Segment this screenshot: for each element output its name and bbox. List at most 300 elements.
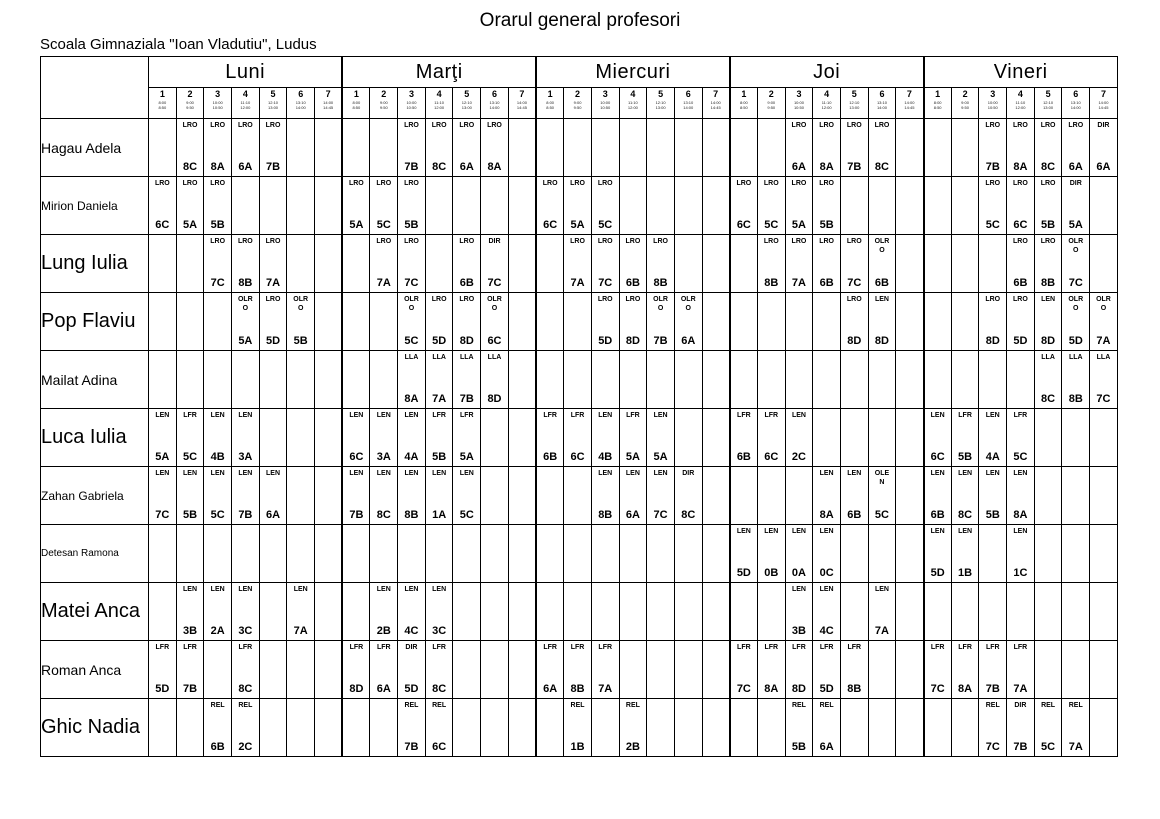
subject-code: OLR O (237, 296, 253, 312)
subject-code: LFR (764, 644, 779, 651)
schedule-cell (1034, 409, 1062, 467)
schedule-cell (896, 351, 924, 409)
schedule-cell (204, 235, 232, 293)
schedule-cell (453, 699, 481, 757)
subject-code: LRO (376, 238, 392, 245)
period-time: 12:10 13:00 (655, 100, 666, 110)
period-time: 14:00 14:45 (904, 100, 915, 110)
schedule-cell (979, 235, 1007, 293)
schedule-cell (730, 351, 758, 409)
subject-code: LEN (625, 470, 640, 477)
period-time: 14:00 14:45 (323, 100, 334, 110)
schedule-cell (287, 293, 315, 351)
class-code: 5D (432, 335, 447, 347)
schedule-cell (259, 467, 287, 525)
schedule-cell (342, 351, 370, 409)
subject-code: LRO (210, 180, 226, 187)
schedule-cell (757, 583, 785, 641)
schedule-cell (232, 525, 260, 583)
schedule-cell (315, 351, 343, 409)
period-number: 2 (768, 89, 774, 99)
schedule-cell (425, 351, 453, 409)
subject-code: LEN (349, 412, 364, 419)
subject-code: LRO (570, 180, 585, 187)
schedule-cell (868, 699, 896, 757)
class-code: 7C (653, 509, 668, 521)
schedule-cell (176, 467, 204, 525)
period-time: 13:10 14:00 (683, 100, 694, 110)
period-header (315, 88, 343, 119)
class-code: 1B (570, 741, 585, 753)
schedule-cell (342, 583, 370, 641)
schedule-cell (536, 583, 564, 641)
period-number: 7 (713, 89, 719, 99)
schedule-cell (868, 351, 896, 409)
schedule-cell (619, 699, 647, 757)
class-code: 7B (459, 393, 474, 405)
schedule-cell (924, 235, 952, 293)
subject-code: LRO (431, 122, 447, 129)
schedule-cell (1062, 467, 1090, 525)
subject-code: LRO (846, 296, 862, 303)
subject-code: LRO (736, 180, 752, 187)
schedule-cell (1062, 177, 1090, 235)
class-code: 7A (1096, 335, 1111, 347)
subject-code: LEN (819, 586, 834, 593)
period-time: 11:10 12:00 (434, 100, 445, 110)
schedule-cell (979, 583, 1007, 641)
schedule-cell (508, 177, 536, 235)
schedule-cell (979, 119, 1007, 177)
class-code: 6B (930, 509, 945, 521)
schedule-cell (176, 235, 204, 293)
class-code: 7A (598, 683, 613, 695)
schedule-cell (896, 177, 924, 235)
period-time: 14:00 14:45 (710, 100, 721, 110)
class-code: 5C (182, 451, 198, 463)
class-code: 3B (791, 625, 806, 637)
schedule-cell (924, 525, 952, 583)
schedule-cell (702, 699, 730, 757)
subject-code: LRO (597, 238, 613, 245)
schedule-cell (315, 235, 343, 293)
schedule-cell (370, 409, 398, 467)
class-code: 8D (874, 335, 889, 347)
class-code: 5B (819, 219, 834, 231)
schedule-cell (1034, 467, 1062, 525)
class-code: 7A (1013, 683, 1028, 695)
class-code: 2B (625, 741, 640, 753)
period-number: 5 (851, 89, 857, 99)
teacher-row (41, 583, 1118, 641)
class-code: 6A (459, 161, 474, 173)
schedule-cell (1034, 235, 1062, 293)
class-code: 8C (432, 683, 447, 695)
period-header (757, 88, 785, 119)
class-code: 7C (210, 277, 225, 289)
class-code: 6A (625, 509, 640, 521)
period-time: 11:10 12:00 (627, 100, 638, 110)
schedule-cell (398, 641, 426, 699)
period-header (868, 88, 896, 119)
subject-code: LEN (764, 528, 779, 535)
subject-code: OLR O (653, 296, 668, 312)
subject-code: LRO (1013, 122, 1028, 129)
period-time: 10:00 10:50 (793, 100, 804, 110)
schedule-cell (1034, 699, 1062, 757)
class-code: 8A (1013, 509, 1028, 521)
class-code: 5D (930, 567, 945, 579)
class-code: 2A (210, 625, 225, 637)
class-code: 3C (238, 625, 253, 637)
schedule-cell (1034, 641, 1062, 699)
period-number: 1 (353, 89, 359, 99)
teacher-row (41, 641, 1118, 699)
subject-code: LRO (985, 296, 1001, 303)
schedule-cell (1062, 699, 1090, 757)
period-number: 3 (990, 89, 996, 99)
period-number: 3 (215, 89, 221, 99)
day-header: Miercuri (536, 57, 730, 88)
subject-code: LRO (653, 238, 668, 245)
subject-code: LEN (819, 470, 834, 477)
schedule-cell (951, 119, 979, 177)
schedule-cell (204, 699, 232, 757)
period-time: 8:00 8:50 (739, 100, 748, 110)
class-code: 1B (958, 567, 973, 579)
teacher-name: Pop Flaviu (41, 293, 149, 351)
class-code: 4C (819, 625, 834, 637)
class-code: 6C (432, 741, 447, 753)
schedule-cell (840, 177, 868, 235)
period-header (425, 88, 453, 119)
subject-code: LLA (487, 354, 502, 361)
subject-code: LFR (376, 644, 391, 651)
subject-code: LEN (985, 412, 1000, 419)
schedule-cell (176, 351, 204, 409)
schedule-cell (342, 467, 370, 525)
period-header (730, 88, 758, 119)
schedule-cell (481, 467, 509, 525)
schedule-cell (149, 293, 177, 351)
schedule-cell (176, 583, 204, 641)
class-code: 6A (791, 161, 806, 173)
day-header: Joi (730, 57, 924, 88)
subject-code: LFR (598, 644, 613, 651)
schedule-cell (1034, 293, 1062, 351)
schedule-cell (813, 351, 841, 409)
schedule-cell (564, 119, 592, 177)
schedule-cell (453, 409, 481, 467)
schedule-cell (896, 235, 924, 293)
schedule-cell (1062, 583, 1090, 641)
subject-code: LRO (846, 238, 862, 245)
schedule-cell (730, 177, 758, 235)
subject-code: LFR (432, 412, 446, 419)
schedule-cell (619, 119, 647, 177)
schedule-cell (730, 119, 758, 177)
schedule-cell (508, 119, 536, 177)
subject-code: LEN (791, 528, 806, 535)
schedule-cell (591, 177, 619, 235)
schedule-cell (757, 525, 785, 583)
schedule-cell (674, 699, 702, 757)
schedule-cell (315, 293, 343, 351)
schedule-cell (370, 525, 398, 583)
class-code: 8A (764, 683, 779, 695)
schedule-cell (370, 293, 398, 351)
subject-code: LRO (819, 238, 834, 245)
class-code: 4A (985, 451, 1000, 463)
page-title: Orarul general profesori (479, 10, 681, 31)
class-code: 7A (570, 277, 585, 289)
class-code: 5B (791, 741, 806, 753)
subject-code: LRO (791, 238, 807, 245)
schedule-cell (951, 467, 979, 525)
class-code: 6B (736, 451, 751, 463)
schedule-cell (287, 119, 315, 177)
subject-code: OLR O (1068, 238, 1084, 254)
subject-code: LEN (459, 470, 474, 477)
schedule-cell (536, 641, 564, 699)
subject-code: LRO (265, 122, 281, 129)
schedule-cell (896, 467, 924, 525)
school-name: Scoala Gimnaziala "Ioan Vladutiu", Ludus (40, 36, 317, 53)
schedule-cell (730, 699, 758, 757)
period-time: 11:10 12:00 (1015, 100, 1026, 110)
schedule-cell (425, 293, 453, 351)
class-code: 5C (764, 219, 779, 231)
subject-code: LRO (431, 296, 447, 303)
schedule-cell (564, 467, 592, 525)
class-code: 5C (1013, 451, 1028, 463)
period-time: 14:00 14:45 (516, 100, 527, 110)
class-code: 5A (349, 219, 364, 231)
schedule-cell (619, 641, 647, 699)
schedule-cell (287, 641, 315, 699)
schedule-cell (204, 351, 232, 409)
schedule-cell (924, 409, 952, 467)
schedule-cell (813, 467, 841, 525)
schedule-cell (840, 293, 868, 351)
subject-code: LEN (1013, 470, 1028, 477)
schedule-cell (785, 641, 813, 699)
schedule-cell (149, 699, 177, 757)
subject-code: REL (1068, 702, 1083, 709)
period-number: 6 (491, 89, 497, 99)
schedule-cell (564, 583, 592, 641)
subject-code: LRO (404, 238, 419, 245)
subject-code: LRO (1040, 238, 1056, 245)
schedule-cell (924, 467, 952, 525)
schedule-cell (204, 525, 232, 583)
subject-code: LRO (597, 296, 613, 303)
schedule-cell (785, 409, 813, 467)
class-code: 7A (874, 625, 889, 637)
schedule-cell (232, 641, 260, 699)
schedule-cell (979, 699, 1007, 757)
schedule-cell (342, 641, 370, 699)
class-code: 7A (432, 393, 447, 405)
teacher-row (41, 293, 1118, 351)
day-header: Luni (149, 57, 343, 88)
schedule-cell (730, 409, 758, 467)
schedule-cell (868, 119, 896, 177)
period-header (481, 88, 509, 119)
schedule-cell (287, 177, 315, 235)
schedule-cell (924, 119, 952, 177)
subject-code: LEN (847, 470, 862, 477)
schedule-cell (342, 699, 370, 757)
class-code: 8B (653, 277, 668, 289)
period-number: 6 (879, 89, 885, 99)
schedule-cell (481, 293, 509, 351)
subject-code: OLR O (1068, 296, 1084, 312)
schedule-cell (564, 177, 592, 235)
schedule-cell (868, 641, 896, 699)
subject-code: REL (404, 702, 419, 709)
subject-code: OLR O (487, 296, 502, 312)
class-code: 6B (543, 451, 558, 463)
period-header (896, 88, 924, 119)
schedule-cell (979, 351, 1007, 409)
period-time: 10:00 10:50 (987, 100, 998, 110)
schedule-cell (813, 409, 841, 467)
teacher-row (41, 235, 1118, 293)
schedule-cell (1062, 641, 1090, 699)
subject-code: LEN (1013, 528, 1028, 535)
schedule-cell (730, 235, 758, 293)
period-number: 1 (159, 89, 165, 99)
schedule-cell (232, 351, 260, 409)
schedule-cell (868, 525, 896, 583)
class-code: 6C (487, 335, 502, 347)
class-code: 7B (404, 161, 419, 173)
class-code: 5C (1041, 741, 1056, 753)
subject-code: LEN (874, 586, 889, 593)
subject-code: LRO (487, 122, 502, 129)
class-code: 2C (791, 451, 806, 463)
subject-code: LFR (930, 644, 945, 651)
schedule-cell (702, 583, 730, 641)
schedule-cell (896, 525, 924, 583)
subject-code: REL (985, 702, 1000, 709)
class-code: 8D (847, 335, 862, 347)
subject-code: REL (625, 702, 640, 709)
timetable (40, 56, 1118, 757)
class-code: 8A (958, 683, 973, 695)
subject-code: LRO (154, 180, 170, 187)
period-time: 13:10 14:00 (295, 100, 306, 110)
subject-code: LRO (348, 180, 364, 187)
period-header (453, 88, 481, 119)
schedule-cell (259, 235, 287, 293)
schedule-cell (868, 235, 896, 293)
subject-code: LRO (763, 238, 779, 245)
subject-code: LRO (265, 238, 281, 245)
schedule-cell (481, 699, 509, 757)
schedule-cell (702, 293, 730, 351)
day-header: Vineri (924, 57, 1118, 88)
schedule-cell (674, 641, 702, 699)
class-code: 7A (265, 277, 281, 289)
schedule-cell (674, 525, 702, 583)
schedule-cell (176, 525, 204, 583)
schedule-cell (591, 641, 619, 699)
schedule-cell (564, 235, 592, 293)
schedule-cell (979, 525, 1007, 583)
subject-code: LRO (985, 122, 1001, 129)
class-code: 8A (819, 509, 834, 521)
schedule-cell (924, 583, 952, 641)
subject-code: LRO (1013, 296, 1028, 303)
class-code: 6B (1013, 277, 1028, 289)
subject-code: LFR (819, 644, 834, 651)
subject-code: LRO (597, 180, 613, 187)
class-code: 5B (293, 335, 308, 347)
schedule-cell (536, 235, 564, 293)
class-code: 8B (404, 509, 419, 521)
class-code: 8C (1041, 393, 1056, 405)
period-header (924, 88, 952, 119)
schedule-cell (232, 293, 260, 351)
schedule-cell (536, 409, 564, 467)
schedule-cell (287, 235, 315, 293)
subject-code: LFR (570, 412, 585, 419)
subject-code: LRO (459, 122, 475, 129)
schedule-cell (979, 293, 1007, 351)
class-code: 8C (376, 509, 391, 521)
schedule-cell (785, 293, 813, 351)
subject-code: LRO (459, 238, 475, 245)
teacher-name: Lung Iulia (41, 235, 149, 293)
class-code: 5C (376, 219, 391, 231)
subject-code: LFR (349, 644, 364, 651)
schedule-cell (481, 119, 509, 177)
class-code: 5C (598, 219, 613, 231)
schedule-cell (647, 119, 675, 177)
period-number: 4 (1017, 89, 1023, 99)
class-code: 6A (238, 161, 253, 173)
teacher-name: Zahan Gabriela (41, 467, 149, 525)
schedule-cell (591, 293, 619, 351)
day-header: Marţi (342, 57, 536, 88)
schedule-cell (813, 641, 841, 699)
class-code: 3A (238, 451, 253, 463)
subject-code: LFR (958, 412, 972, 419)
schedule-cell (176, 409, 204, 467)
schedule-cell (259, 525, 287, 583)
class-code: 6C (930, 451, 945, 463)
subject-code: LEN (266, 470, 281, 477)
period-header (702, 88, 730, 119)
schedule-cell (674, 235, 702, 293)
period-header (674, 88, 702, 119)
class-code: 3B (182, 625, 198, 637)
schedule-cell (924, 351, 952, 409)
schedule-cell (868, 293, 896, 351)
period-header (813, 88, 841, 119)
class-code: 6B (210, 741, 225, 753)
teacher-row (41, 177, 1118, 235)
subject-code: LLA (1068, 354, 1083, 361)
schedule-cell (979, 177, 1007, 235)
class-code: 5A (570, 219, 585, 231)
schedule-cell (619, 583, 647, 641)
schedule-cell (619, 351, 647, 409)
subject-code: LEN (432, 586, 447, 593)
class-code: 5B (958, 451, 973, 463)
